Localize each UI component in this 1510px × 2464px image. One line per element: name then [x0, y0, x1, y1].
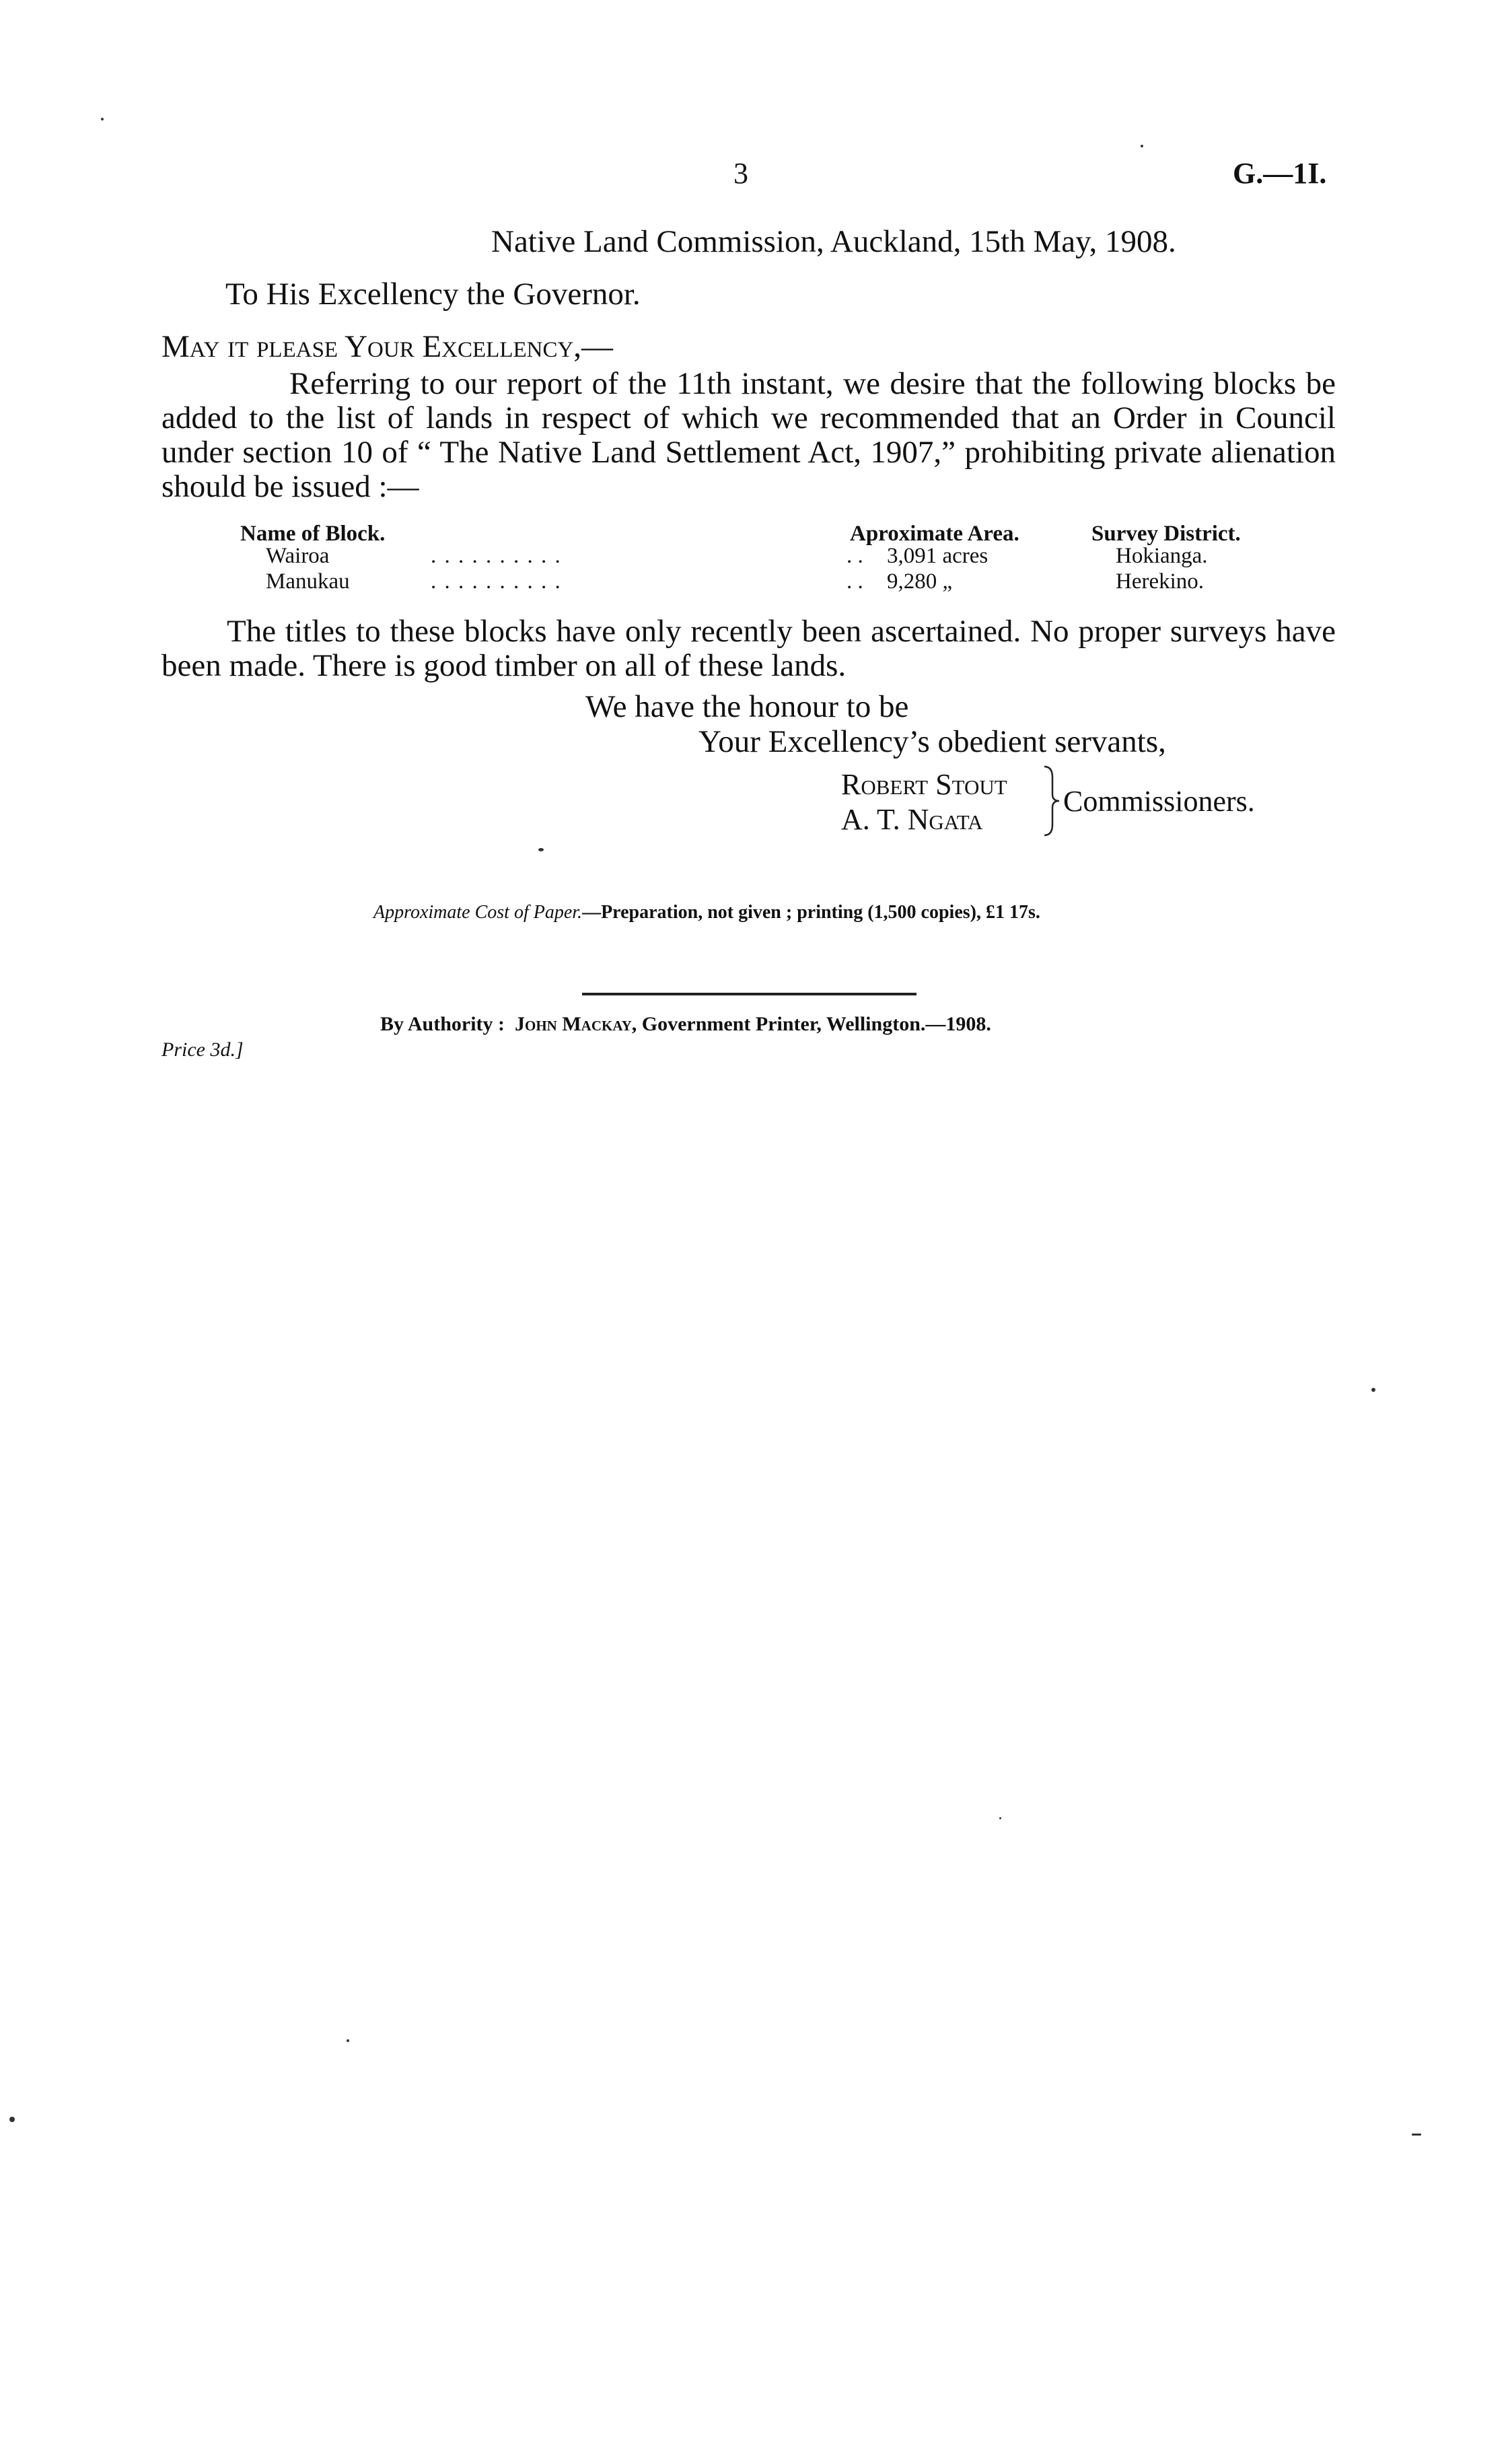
addressee: To His Excellency the Governor.: [225, 277, 641, 312]
authority-prefix: By Authority :: [380, 1013, 505, 1035]
closing-servants: Your Excellency’s obedient servants,: [698, 724, 1166, 759]
divider-rule: [582, 993, 916, 995]
table-header-area: Aproximate Area.: [850, 522, 1019, 546]
scan-speck: [347, 2039, 349, 2042]
body-paragraph: Referring to our report of the 11th instant, we desire that the following blocks be added to the list of lands in respect of which we recommended that an Order in Council under section 10 of “ The Native Land Settlement Act, 1907,” prohibiting private alienation should be issued :—: [161, 366, 1336, 504]
dot-leader: . .: [847, 569, 863, 594]
document-code: G.—1I.: [1233, 157, 1327, 190]
authority-suffix: , Government Printer, Wellington.—1908.: [631, 1013, 991, 1035]
salutation: May it please Your Excellency,—: [161, 329, 614, 364]
cost-text: —Preparation, not given ; printing (1,500 copies), £1 17s.: [582, 902, 1040, 923]
signatory-name: A. T. Ngata: [841, 803, 983, 836]
closing-paragraph: The titles to these blocks have only recently been ascertained. No proper surveys have been made. There is good timber on all of these lands.: [161, 614, 1336, 683]
printer-name: John Mackay: [515, 1013, 632, 1035]
table-header-name: Name of Block.: [240, 522, 386, 546]
dot-leader: . . . . . . . . . .: [431, 544, 562, 568]
table-cell-name: Wairoa: [266, 544, 330, 568]
price-line: Price 3d.]: [161, 1039, 244, 1061]
closing-honour: We have the honour to be: [585, 689, 909, 724]
dot-leader: . . . . . . . . . .: [431, 569, 562, 594]
table-cell-name: Manukau: [266, 569, 350, 594]
table-cell-area: 9,280 „: [887, 569, 953, 594]
scan-speck: [538, 848, 544, 851]
dot-leader: . .: [847, 544, 863, 568]
brace-icon: [1042, 764, 1062, 838]
scan-speck: [1412, 2134, 1421, 2136]
table-cell-district: Hokianga.: [1116, 544, 1208, 568]
printer-line: [380, 1013, 991, 1036]
signatory-role: Commissioners.: [1063, 785, 1255, 818]
signatory-name: Robert Stout: [841, 768, 1007, 801]
page-number: 3: [733, 157, 748, 190]
dateline: Native Land Commission, Auckland, 15th May, 1908.: [491, 224, 1176, 259]
cost-line: [373, 902, 1040, 923]
cost-label: Approximate Cost of Paper.: [373, 902, 583, 923]
scan-speck: [9, 2117, 15, 2122]
scan-speck: [1371, 1388, 1375, 1392]
scan-speck: [1141, 145, 1143, 147]
table-cell-district: Herekino.: [1116, 569, 1205, 594]
table-cell-area: 3,091 acres: [887, 544, 988, 568]
scan-speck: [101, 118, 104, 120]
table-header-district: Survey District.: [1091, 522, 1241, 546]
scan-speck: [999, 1817, 1001, 1819]
